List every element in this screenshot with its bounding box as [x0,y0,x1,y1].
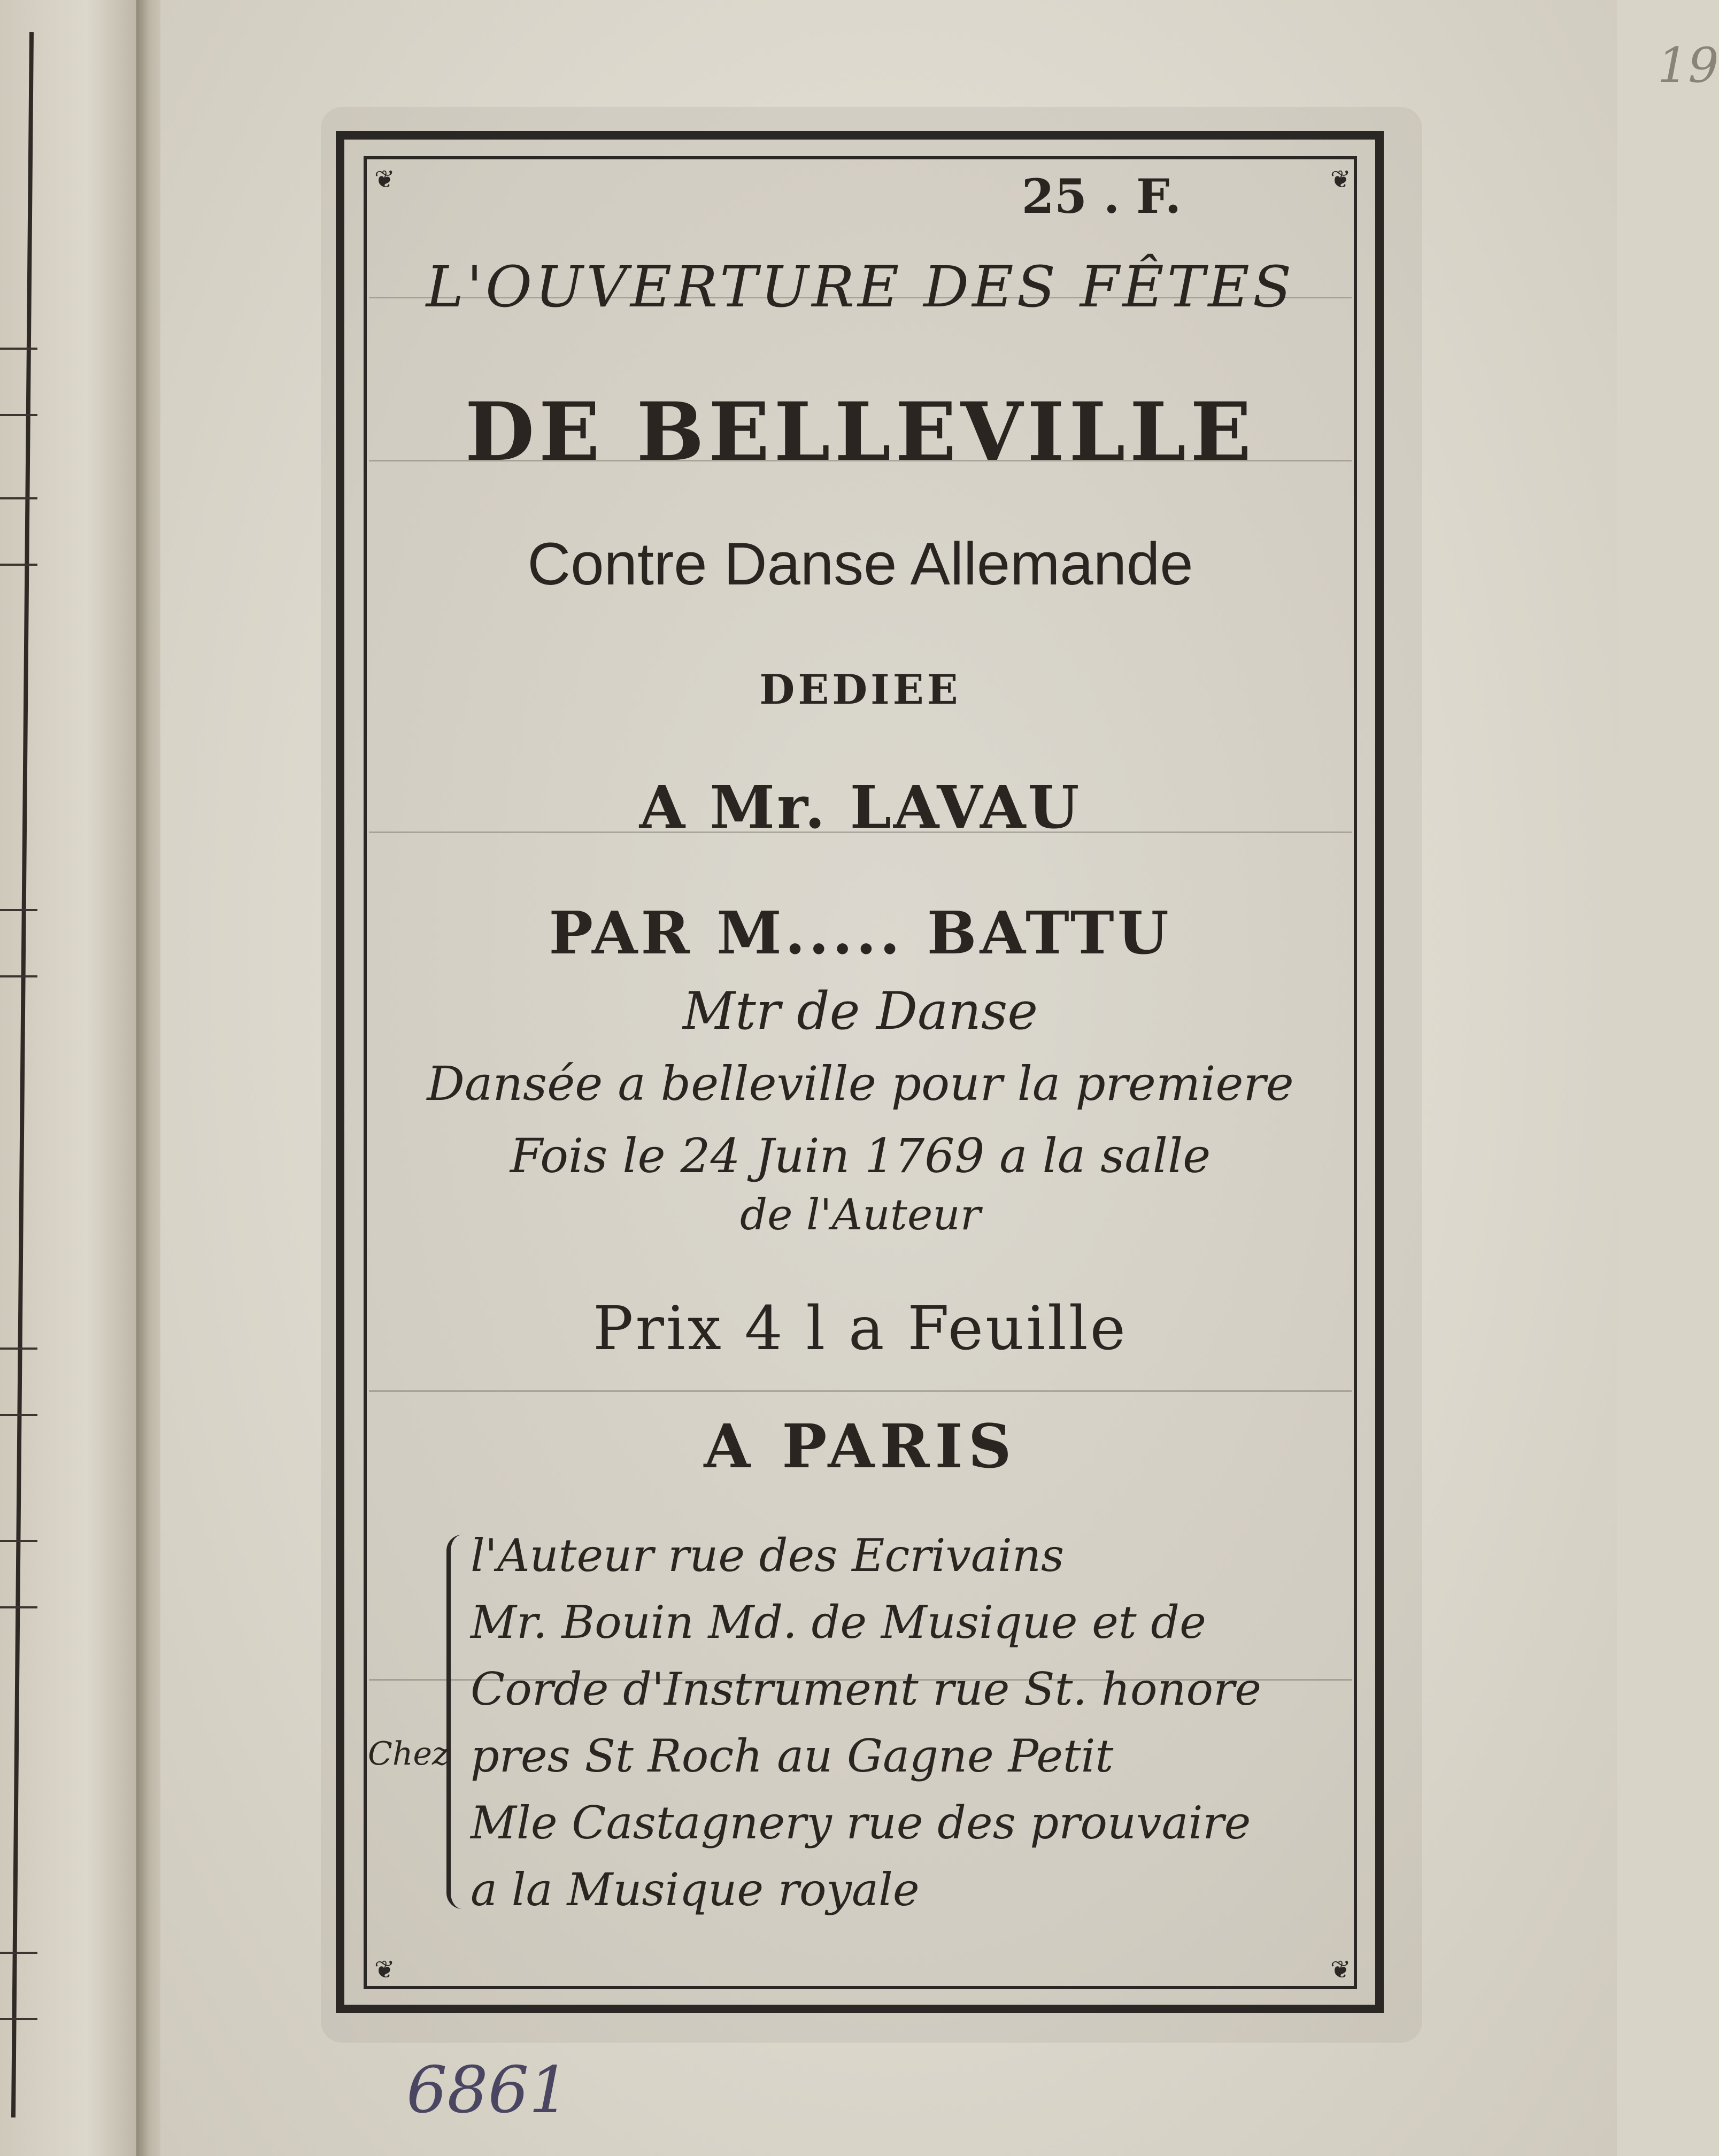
music-staff-fragment [0,909,37,977]
corner-ornament-icon: ❦ [374,165,395,194]
music-staff-fragment [0,1952,37,2020]
title-line-1: L'OUVERTURE DES FÊTES [426,254,1295,320]
dedication-label: DEDIEE [759,666,961,713]
facing-page [0,0,144,2156]
performance-line-2: Fois le 24 Juin 1769 a la salle [510,1128,1211,1183]
seller-line: l'Auteur rue des Ecrivains [471,1529,1065,1582]
corner-ornament-icon: ❦ [1330,165,1351,194]
facing-page-rule [11,32,34,2118]
plate-number: 25 . F. [1021,168,1182,224]
corner-ornament-icon: ❦ [1330,1955,1351,1984]
seller-line: Mr. Bouin Md. de Musique et de [471,1596,1206,1649]
ruling-line [369,1390,1352,1392]
music-staff-fragment [0,1348,37,1416]
price: Prix 4 l a Feuille [593,1294,1128,1364]
title-line-2: DE BELLEVILLE [465,385,1256,479]
music-staff-fragment [0,497,37,566]
seller-line: pres St Roch au Gagne Petit [471,1730,1114,1782]
author: PAR M..... BATTU [549,898,1172,967]
subtitle: Contre Danse Allemande [527,530,1193,597]
author-role: Mtr de Danse [682,981,1038,1041]
dedicatee: A Mr. LAVAU [639,773,1082,842]
music-staff-fragment [0,1540,37,1608]
music-staff-fragment [0,348,37,416]
city: A PARIS [704,1412,1017,1482]
seller-line: Mle Castagnery rue des prouvaire [471,1797,1251,1849]
sellers-prefix: Chez [368,1735,449,1773]
seller-line: Corde d'Instrument rue St. honore [471,1663,1261,1715]
seller-line: a la Musique royale [471,1864,920,1916]
performance-line-1: Dansée a belleville pour la premiere [427,1056,1294,1111]
brace-icon [446,1535,466,1909]
edge-mark: 19 [1658,37,1719,94]
shelfmark: 6861 [406,2053,570,2128]
corner-ornament-icon: ❦ [374,1955,395,1984]
performance-line-3: de l'Auteur [739,1190,981,1239]
